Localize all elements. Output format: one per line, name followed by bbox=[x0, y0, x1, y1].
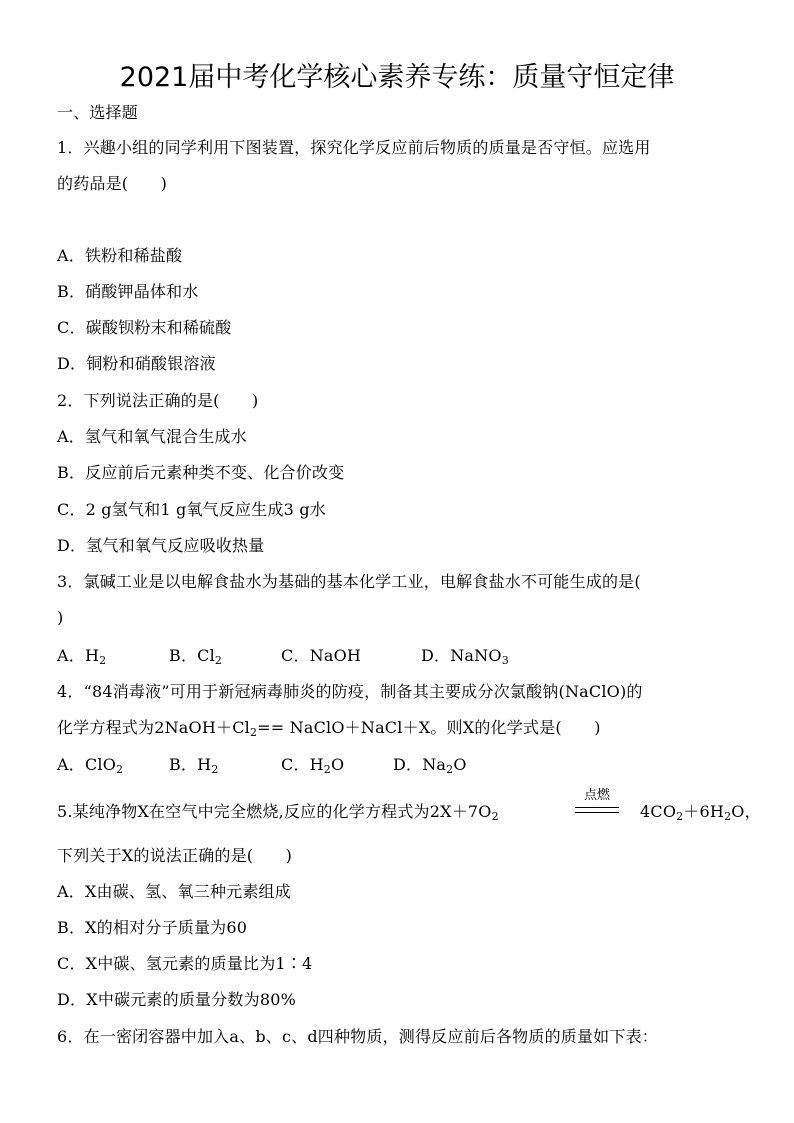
q3-options bbox=[57, 644, 509, 668]
q5-stem-line2: 下列关于X的说法正确的是( ) bbox=[57, 846, 293, 865]
q4-option-b: B．$H_2$ bbox=[169, 755, 219, 776]
q2-stem: 2．下列说法正确的是( ) bbox=[57, 391, 259, 410]
q5-option-c: C．X中碳、氢元素的质量比为1∶4 bbox=[57, 954, 313, 973]
q2-option-b: B．反应前后元素种类不变、化合价改变 bbox=[57, 463, 345, 482]
q3-option-c: C．NaOH bbox=[281, 646, 362, 665]
q3-stem-line2: ) bbox=[57, 608, 64, 627]
q4-options bbox=[57, 753, 467, 777]
reaction-equals-line-bottom bbox=[575, 812, 619, 813]
reaction-equals-line-top bbox=[575, 807, 619, 808]
page-title: 2021届中考化学核心素养专练：质量守恒定律 bbox=[119, 62, 675, 93]
q3-option-a: A．$H_2$ bbox=[57, 646, 107, 667]
q1-option-a: A．铁粉和稀盐酸 bbox=[57, 246, 183, 265]
q3-stem-line1: 3．氯碱工业是以电解食盐水为基础的基本化学工业，电解食盐水不可能生成的是( bbox=[57, 572, 641, 591]
q5-stem-line1: 5.某纯净物X在空气中完全燃烧,反应的化学方程式为$2X+7O_2$ bbox=[57, 802, 499, 823]
q4-stem-line1: 4．“84消毒液”可用于新冠病毒肺炎的防疫，制备其主要成分次氯酸钠(NaClO)的 bbox=[57, 682, 643, 701]
reaction-condition-label: 点燃 bbox=[583, 788, 610, 803]
q5-option-d: D．X中碳元素的质量分数为80% bbox=[57, 990, 296, 1009]
section-heading: 一、选择题 bbox=[57, 103, 139, 122]
q1-option-c: C．碳酸钡粉末和稀硫酸 bbox=[57, 318, 232, 337]
q1-option-d: D．铜粉和硝酸银溶液 bbox=[57, 354, 216, 373]
q4-option-c: C．$H_2O$ bbox=[281, 755, 345, 776]
q1-stem-line1: 1．兴趣小组的同学利用下图装置，探究化学反应前后物质的质量是否守恒。应选用 bbox=[57, 138, 651, 157]
q2-option-a: A．氢气和氧气混合生成水 bbox=[57, 427, 247, 446]
q2-option-c: C．2 g氢气和1 g氧气反应生成3 g水 bbox=[57, 500, 326, 519]
q1-stem-line2: 的药品是( ) bbox=[57, 174, 168, 193]
q6-stem: 6．在一密闭容器中加入a、b、c、d四种物质，测得反应前后各物质的质量如下表： bbox=[57, 1027, 658, 1046]
q5-equation-products: $4CO_2+6H_2O$， bbox=[640, 802, 761, 823]
q4-stem-line2: 化学方程式为$2NaOH+Cl_2==$ NaClO＋NaCl＋X。则X的化学式是( ) bbox=[57, 718, 601, 739]
q4-option-d: D．$Na_2O$ bbox=[393, 755, 467, 776]
q5-option-b: B．X的相对分子质量为60 bbox=[57, 918, 248, 937]
q1-option-b: B．硝酸钾晶体和水 bbox=[57, 282, 199, 301]
q5-option-a: A．X由碳、氢、氧三种元素组成 bbox=[57, 882, 291, 901]
q4-option-a: A．ClO$_2$ bbox=[57, 755, 124, 776]
q2-option-d: D．氢气和氧气反应吸收热量 bbox=[57, 536, 265, 555]
q3-option-b: B．$Cl_2$ bbox=[169, 646, 223, 667]
q3-option-d: D．NaNO$_3$ bbox=[421, 646, 509, 667]
